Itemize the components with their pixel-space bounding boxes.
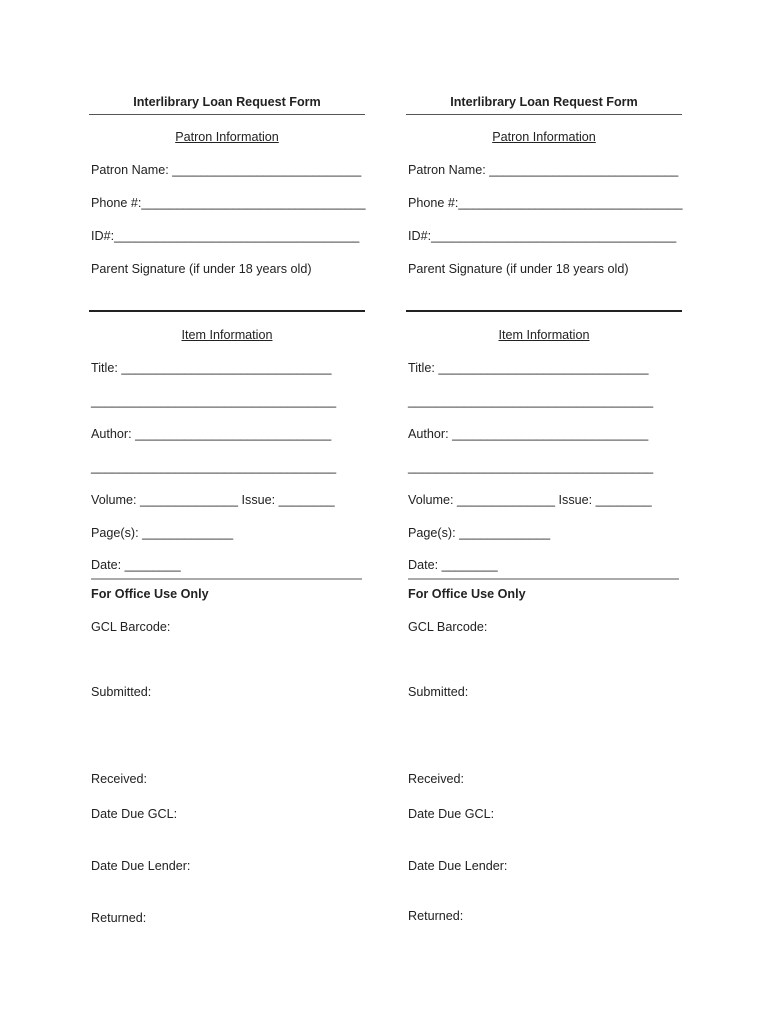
gcl-barcode-label: GCL Barcode: [408,620,488,634]
loan-request-form-right [406,0,682,1024]
office-use-heading: For Office Use Only [408,587,526,601]
returned-label: Returned: [91,911,147,925]
title-field[interactable]: Title: ______________________________ [91,361,332,375]
gcl-barcode-label: GCL Barcode: [91,620,171,634]
title-divider [89,114,365,115]
parent-signature-label: Parent Signature (if under 18 years old) [408,262,629,276]
phone-field[interactable]: Phone #:________________________________ [91,196,366,210]
submitted-label: Submitted: [91,685,152,699]
date-due-gcl-label: Date Due GCL: [91,807,178,821]
submitted-label: Submitted: [408,685,469,699]
id-field[interactable]: ID#:___________________________________ [408,229,677,243]
loan-request-form-left [89,0,365,1024]
volume-issue-field[interactable]: Volume: ______________ Issue: ________ [408,493,652,507]
patron-section-heading: Patron Information [492,130,596,144]
patron-name-field[interactable]: Patron Name: ___________________________ [408,163,679,177]
office-divider [91,578,362,580]
item-section-heading: Item Information [498,328,590,342]
date-due-lender-label: Date Due Lender: [91,859,191,873]
title-field[interactable]: Title: ______________________________ [408,361,649,375]
signature-line[interactable] [406,310,682,312]
title-field-continued[interactable]: ___________________________________ [91,394,337,408]
volume-issue-field[interactable]: Volume: ______________ Issue: ________ [91,493,335,507]
id-field[interactable]: ID#:___________________________________ [91,229,360,243]
item-section-heading: Item Information [181,328,273,342]
form-title: Interlibrary Loan Request Form [133,95,321,109]
office-divider [408,578,679,580]
form-title: Interlibrary Loan Request Form [450,95,638,109]
author-field-continued[interactable]: ___________________________________ [91,460,337,474]
office-use-heading: For Office Use Only [91,587,209,601]
patron-section-heading: Patron Information [175,130,279,144]
returned-label: Returned: [408,909,464,923]
pages-field[interactable]: Page(s): _____________ [91,526,234,540]
signature-line[interactable] [89,310,365,312]
phone-field[interactable]: Phone #:________________________________ [408,196,683,210]
date-field[interactable]: Date: ________ [408,558,498,572]
author-field[interactable]: Author: ____________________________ [408,427,649,441]
date-field[interactable]: Date: ________ [91,558,181,572]
patron-name-field[interactable]: Patron Name: ___________________________ [91,163,362,177]
received-label: Received: [408,772,465,786]
date-due-lender-label: Date Due Lender: [408,859,508,873]
title-field-continued[interactable]: ___________________________________ [408,394,654,408]
title-divider [406,114,682,115]
pages-field[interactable]: Page(s): _____________ [408,526,551,540]
parent-signature-label: Parent Signature (if under 18 years old) [91,262,312,276]
author-field-continued[interactable]: ___________________________________ [408,460,654,474]
date-due-gcl-label: Date Due GCL: [408,807,495,821]
received-label: Received: [91,772,148,786]
author-field[interactable]: Author: ____________________________ [91,427,332,441]
